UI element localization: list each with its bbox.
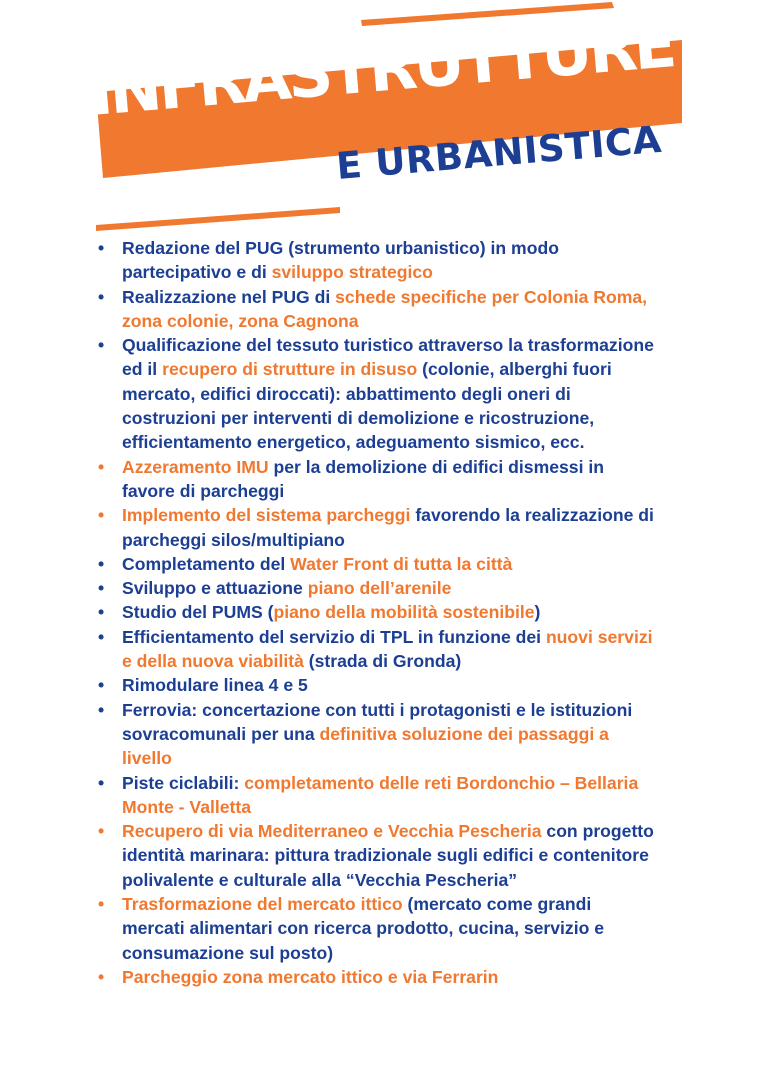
page-subtitle: E URBANISTICA	[334, 117, 664, 188]
list-item	[96, 625, 656, 674]
bullet-icon: •	[98, 505, 105, 526]
item-text: Completamento del	[122, 553, 291, 574]
highlight-text: schede specifiche per Colonia Roma, zona colonie, zona Cagnona	[122, 286, 648, 331]
highlight-text: nuovi servizi e della nuova viabilità	[122, 626, 653, 672]
page-title: INFRASTRUTTURE	[86, 8, 676, 130]
highlight-text: Implemento del sistema parcheggi	[122, 505, 411, 526]
bullet-icon: •	[98, 675, 105, 696]
highlight-text: Water Front di tutta la città	[290, 553, 513, 574]
list-item	[96, 285, 656, 334]
bullet-icon: •	[98, 821, 105, 842]
bullet-icon: •	[98, 578, 105, 599]
highlight-text: Azzeramento IMU	[122, 456, 269, 477]
list-item	[96, 819, 656, 892]
item-text: (colonie, alberghi fuori mercato, edifici diroccati): abbattimento degli oneri di costruzioni per interventi di demolizione e ricostruzione, efficientamento energetico, adeguamento sismico, ecc.	[122, 359, 612, 453]
header-banner	[0, 0, 764, 240]
item-text: Redazione del PUG (strumento urbanistico) in modo partecipativo e di	[122, 238, 559, 283]
bullet-icon: •	[98, 602, 105, 623]
bullet-icon: •	[98, 966, 105, 987]
highlight-text: Recupero di via Mediterraneo e Vecchia Pescheria	[122, 821, 542, 842]
item-text: Rimodulare linea 4 e 5	[122, 675, 308, 696]
bullet-icon: •	[98, 699, 105, 720]
item-text: Efficientamento del servizio di TPL in funzione dei	[122, 626, 546, 647]
item-text: Sviluppo e attuazione	[122, 578, 308, 599]
item-text: (mercato come grandi mercati alimentari con ricerca prodotto, cucina, servizio e consumazione sul posto)	[122, 894, 605, 963]
item-text: per la demolizione di edifici dismessi in favore di parcheggi	[122, 456, 604, 501]
list-item	[96, 600, 656, 624]
list-item	[96, 455, 656, 504]
highlight-text: Trasformazione del mercato ittico	[122, 894, 403, 915]
highlight-text: recupero di strutture in disuso	[162, 359, 418, 380]
highlight-text: completamento delle reti Bordonchio – Bellaria Monte - Valletta	[122, 772, 639, 817]
list-item	[96, 552, 656, 576]
highlight-text: piano della mobilità sostenibile	[273, 602, 535, 623]
highlight-text: sviluppo strategico	[271, 262, 433, 283]
item-text: Realizzazione nel PUG di	[122, 286, 336, 307]
list-item	[96, 236, 656, 285]
item-text: Studio del PUMS (	[122, 602, 274, 623]
list-item	[96, 576, 656, 600]
item-text: (strada di Gronda)	[303, 651, 462, 672]
list-item	[96, 673, 656, 697]
item-text: )	[534, 602, 541, 623]
bullet-icon: •	[98, 626, 105, 647]
bullet-icon: •	[98, 772, 105, 793]
item-text: con progetto identità marinara: pittura tradizionale sugli edifici e contenitore polivalente e culturale alla “Vecchia Pescheria”	[122, 821, 654, 890]
item-text: Piste ciclabili:	[122, 772, 245, 793]
highlight-text: Parcheggio zona mercato ittico e via Ferrarin	[122, 966, 499, 987]
list-item	[96, 771, 656, 820]
list-item	[96, 333, 656, 454]
highlight-text: piano dell’arenile	[307, 578, 452, 599]
bullet-icon: •	[98, 456, 105, 477]
list-item	[96, 503, 656, 552]
list-item	[96, 698, 656, 771]
items-list	[96, 236, 656, 989]
item-text: favorendo la realizzazione di parcheggi silos/multipiano	[122, 505, 654, 550]
bullet-icon: •	[98, 894, 105, 915]
list-item	[96, 892, 656, 965]
banner-bottom-line	[96, 207, 340, 231]
list-item	[96, 965, 656, 989]
bullet-icon: •	[98, 286, 105, 307]
highlight-text: definitiva soluzione dei passaggi a livello	[122, 723, 609, 769]
bullet-icon: •	[98, 553, 105, 574]
bullet-icon: •	[98, 238, 105, 258]
bullet-icon: •	[98, 335, 105, 356]
item-text: Qualificazione del tessuto turistico attraverso la trasformazione ed il	[122, 335, 654, 380]
item-text: Ferrovia: concertazione con tutti i protagonisti e le istituzioni sovracomunali per una	[122, 699, 633, 744]
